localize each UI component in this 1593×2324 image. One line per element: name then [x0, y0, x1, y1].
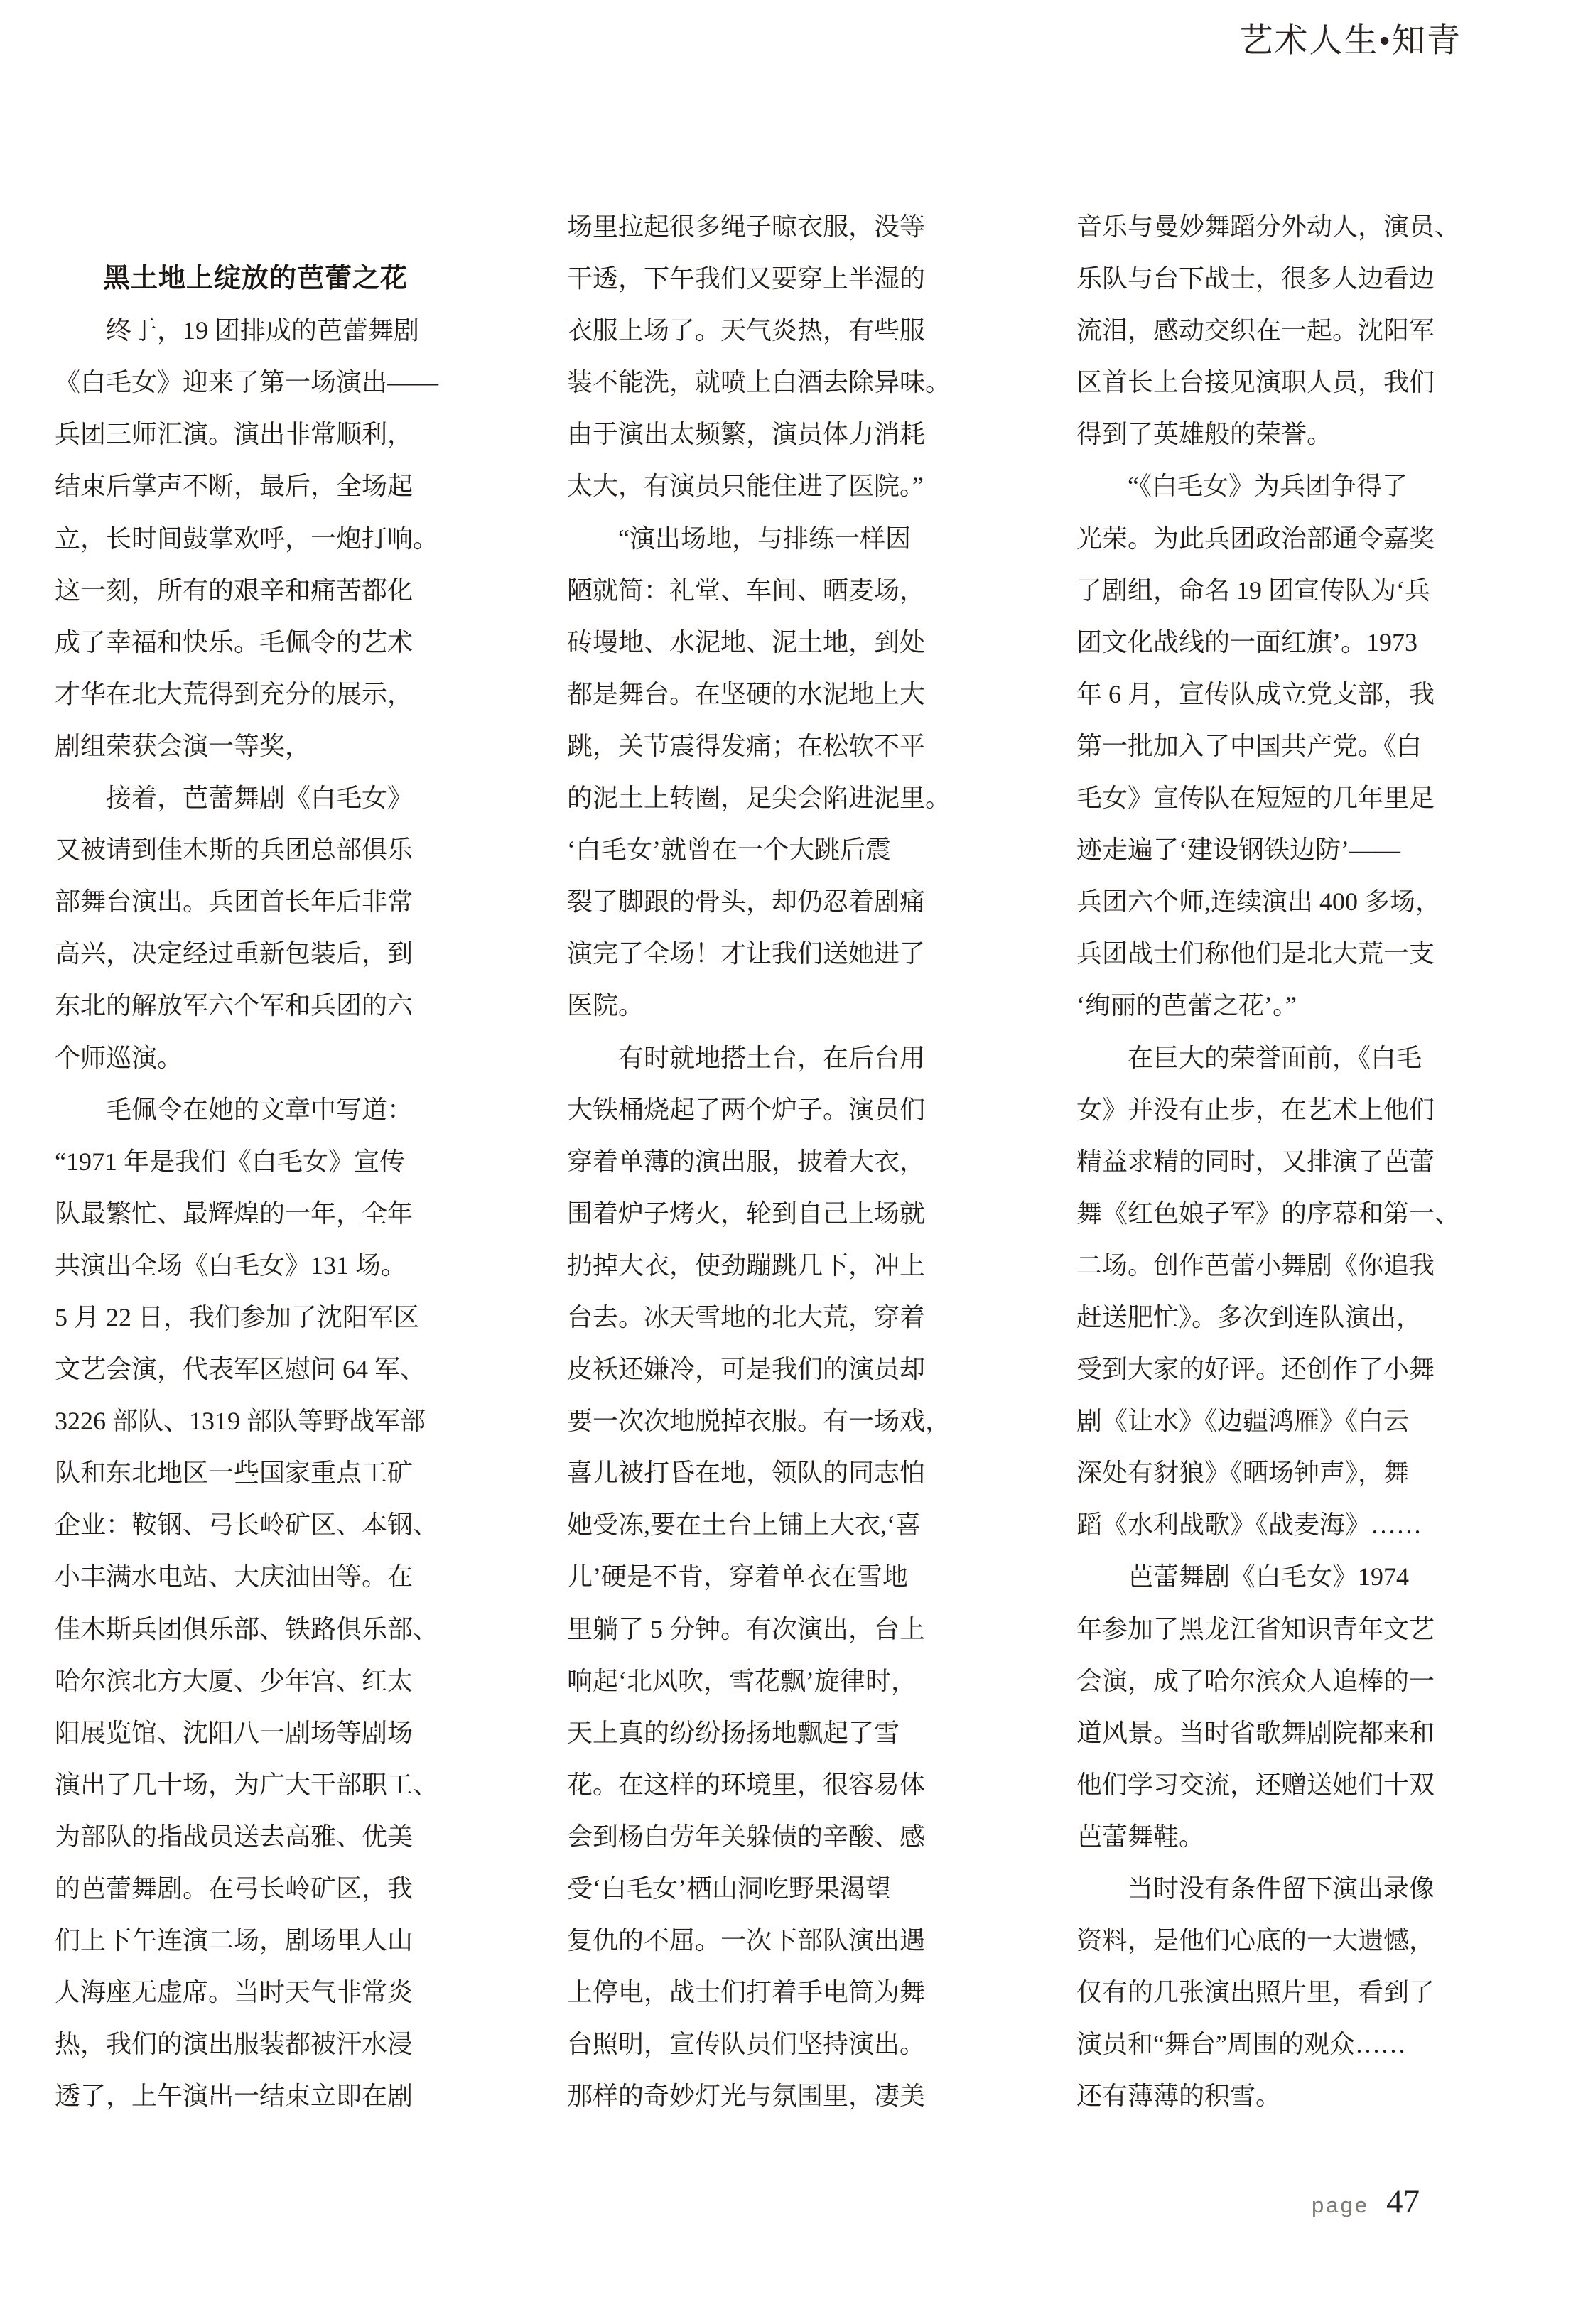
- text-line: “1971 年是我们《白毛女》宣传: [55, 1147, 405, 1176]
- text-line: 年 6 月，宣传队成立党支部，我: [1076, 679, 1435, 708]
- text-line: 道风景。当时省歌舞剧院都来和: [1076, 1718, 1435, 1747]
- text-line: 要一次次地脱掉衣服。有一场戏，: [567, 1407, 951, 1436]
- text-line: 受‘白毛女’栖山洞吃野果渴望: [567, 1874, 891, 1903]
- text-line: 场里拉起很多绳子晾衣服，没等: [567, 212, 926, 241]
- text-line: 3226 部队、1319 部队等野战军部: [55, 1407, 426, 1436]
- text-line: 流泪，感动交织在一起。沈阳军: [1076, 316, 1435, 345]
- text-line: 还有薄薄的积雪。: [1076, 2082, 1282, 2111]
- text-line: 剧《让水》《边疆鸿雁》《白云: [1076, 1407, 1410, 1436]
- column-2-lines: [567, 201, 968, 2122]
- text-line: 音乐与曼妙舞蹈分外动人，演员、: [1076, 212, 1461, 241]
- text-line: 兵团六个师,连续演出 400 多场，: [1076, 887, 1442, 917]
- text-line: 团文化战线的一面红旗’。1973: [1076, 627, 1418, 656]
- text-line: 太大，有演员只能住进了医院。”: [567, 472, 924, 501]
- text-line: 复仇的不屈。一次下部队演出遇: [567, 1926, 926, 1955]
- text-line: 透了，上午演出一结束立即在剧: [55, 2082, 414, 2111]
- text-line: 那样的奇妙灯光与氛围里，凄美: [567, 2082, 926, 2111]
- text-line: 资料，是他们心底的一大遗憾，: [1076, 1926, 1435, 1955]
- text-line: 里躺了 5 分钟。有次演出，台上: [567, 1614, 926, 1643]
- text-line: 上停电，战士们打着手电筒为舞: [567, 1978, 926, 2007]
- text-line: 了剧组，命名 19 团宣传队为‘兵: [1076, 575, 1430, 605]
- text-line: 会演，成了哈尔滨众人追棒的一: [1076, 1666, 1435, 1695]
- text-line: 演员和“舞台”周围的观众……: [1076, 2030, 1406, 2059]
- text-line: 兵团战士们称他们是北大荒一支: [1076, 939, 1435, 968]
- text-column-1: [55, 201, 456, 2122]
- text-line: 队和东北地区一些国家重点工矿: [55, 1459, 414, 1488]
- column-1-lines: [55, 305, 456, 2122]
- text-line: 会到杨白劳年关躲债的辛酸、感: [567, 1822, 926, 1851]
- text-line: ‘白毛女’就曾在一个大跳后震: [567, 836, 891, 865]
- text-line: 阳展览馆、沈阳八一剧场等剧场: [55, 1718, 414, 1747]
- text-line: 装不能洗，就喷上白酒去除异味。: [567, 368, 951, 397]
- text-line: 女》并没有止步，在艺术上他们: [1076, 1095, 1435, 1124]
- text-line: 企业：鞍钢、弓长岭矿区、本钢、: [55, 1510, 439, 1540]
- text-line: 扔掉大衣，使劲蹦跳几下，冲上: [567, 1250, 926, 1280]
- text-line: 共演出全场《白毛女》131 场。: [55, 1250, 407, 1280]
- text-line: 终于，19 团排成的芭蕾舞剧: [55, 316, 420, 345]
- text-line: 为部队的指战员送去高雅、优美: [55, 1822, 414, 1851]
- text-line: 年参加了黑龙江省知识青年文艺: [1076, 1614, 1435, 1643]
- text-line: 小丰满水电站、大庆油田等。在: [55, 1562, 414, 1591]
- text-line: 当时没有条件留下演出录像: [1076, 1874, 1435, 1903]
- text-line: 才华在北大荒得到充分的展示，: [55, 679, 414, 708]
- text-line: 毛佩令在她的文章中写道：: [55, 1095, 414, 1124]
- text-line: 乐队与台下战士，很多人边看边: [1076, 264, 1435, 293]
- text-line: 光荣。为此兵团政治部通令嘉奖: [1076, 524, 1435, 553]
- text-line: 的芭蕾舞剧。在弓长岭矿区，我: [55, 1874, 414, 1903]
- page-number: 47: [1386, 2183, 1420, 2220]
- text-line: 皮袄还嫌冷，可是我们的演员却: [567, 1355, 926, 1384]
- text-line: 有时就地搭土台，在后台用: [567, 1043, 926, 1072]
- text-line: 佳木斯兵团俱乐部、铁路俱乐部、: [55, 1614, 439, 1643]
- text-line: 高兴，决定经过重新包装后，到: [55, 939, 414, 968]
- text-line: 们上下午连演二场，剧场里人山: [55, 1926, 414, 1955]
- text-column-3: [1076, 201, 1478, 2122]
- text-line: 都是舞台。在坚硬的水泥地上大: [567, 679, 926, 708]
- text-line: 芭蕾舞剧《白毛女》1974: [1076, 1562, 1410, 1591]
- page-footer: [1312, 2183, 1420, 2221]
- text-line: 兵团三师汇演。演出非常顺利，: [55, 420, 414, 449]
- text-line: 她受冻,要在土台上铺上大衣,‘喜: [567, 1510, 921, 1540]
- text-line: 的泥土上转圈，足尖会陷进泥里。: [567, 784, 951, 813]
- page-label: page: [1312, 2193, 1369, 2217]
- text-line: 围着炉子烤火，轮到自己上场就: [567, 1199, 926, 1228]
- text-line: 热，我们的演出服装都被汗水浸: [55, 2030, 414, 2059]
- text-line: “《白毛女》为兵团争得了: [1076, 472, 1408, 501]
- text-line: 剧组荣获会演一等奖，: [55, 731, 311, 760]
- text-line: 穿着单薄的演出服，披着大衣，: [567, 1147, 926, 1176]
- text-line: 由于演出太频繁，演员体力消耗: [567, 420, 926, 449]
- text-line: 《白毛女》迎来了第一场演出——: [55, 368, 439, 397]
- text-line: 喜儿被打昏在地，领队的同志怕: [567, 1459, 926, 1488]
- text-line: 个师巡演。: [55, 1043, 183, 1072]
- text-line: 毛女》宣传队在短短的几年里足: [1076, 784, 1435, 813]
- text-line: 结束后掌声不断，最后，全场起: [55, 472, 414, 501]
- page-header-title: 艺术人生•知青: [1239, 23, 1462, 60]
- text-line: 第一批加入了中国共产党。《白: [1076, 731, 1422, 760]
- text-line: 区首长上台接见演职人员，我们: [1076, 368, 1435, 397]
- text-line: 舞《红色娘子军》的序幕和第一、: [1076, 1199, 1461, 1228]
- section-heading: 黑土地上绽放的芭蕾之花: [102, 264, 408, 294]
- text-line: ‘绚丽的芭蕾之花’。”: [1076, 991, 1297, 1020]
- text-line: 砖墁地、水泥地、泥土地，到处: [567, 627, 926, 656]
- text-line: 哈尔滨北方大厦、少年宫、红太: [55, 1666, 414, 1695]
- text-line: 台去。冰天雪地的北大荒，穿着: [567, 1302, 926, 1331]
- text-line: 儿’硬是不肯，穿着单衣在雪地: [567, 1562, 908, 1591]
- text-line: 演出了几十场，为广大干部职工、: [55, 1770, 439, 1799]
- text-line: 5 月 22 日，我们参加了沈阳军区: [55, 1302, 420, 1331]
- text-line: 深处有豺狼》《晒场钟声》，舞: [1076, 1459, 1410, 1488]
- text-line: 立，长时间鼓掌欢呼，一炮打响。: [55, 524, 439, 553]
- text-line: 干透，下午我们又要穿上半湿的: [567, 264, 926, 293]
- text-line: 接着，芭蕾舞剧《白毛女》: [55, 784, 414, 813]
- text-line: 受到大家的好评。还创作了小舞: [1076, 1355, 1435, 1384]
- text-line: 队最繁忙、最辉煌的一年，全年: [55, 1199, 414, 1228]
- text-line: 演完了全场！才让我们送她进了: [567, 939, 926, 968]
- text-line: 响起‘北风吹，雪花飘’旋律时，: [567, 1666, 917, 1695]
- text-line: 得到了英雄般的荣誉。: [1076, 420, 1333, 449]
- text-line: 陋就简：礼堂、车间、晒麦场，: [567, 575, 926, 605]
- text-line: 文艺会演，代表军区慰问 64 军、: [55, 1355, 426, 1384]
- text-line: 芭蕾舞鞋。: [1076, 1822, 1205, 1851]
- text-line: 成了幸福和快乐。毛佩令的艺术: [55, 627, 414, 656]
- text-line: 他们学习交流，还赠送她们十双: [1076, 1770, 1435, 1799]
- text-line: 精益求精的同时，又排演了芭蕾: [1076, 1147, 1435, 1176]
- text-line: 又被请到佳木斯的兵团总部俱乐: [55, 836, 414, 865]
- text-column-2: [567, 201, 968, 2122]
- text-line: “演出场地，与排练一样因: [567, 524, 911, 553]
- text-line: 这一刻，所有的艰辛和痛苦都化: [55, 575, 414, 605]
- text-line: 衣服上场了。天气炎热，有些服: [567, 316, 926, 345]
- text-line: 迹走遍了‘建设钢铁边防’——: [1076, 836, 1400, 865]
- text-line: 花。在这样的环境里，很容易体: [567, 1770, 926, 1799]
- text-line: 蹈《水利战歌》《战麦海》……: [1076, 1510, 1422, 1540]
- text-line: 大铁桶烧起了两个炉子。演员们: [567, 1095, 926, 1124]
- column-3-lines: [1076, 201, 1478, 2122]
- text-line: 裂了脚跟的骨头，却仍忍着剧痛: [567, 887, 926, 917]
- text-line: 人海座无虚席。当时天气非常炎: [55, 1978, 414, 2007]
- text-line: 在巨大的荣誉面前，《白毛: [1076, 1043, 1422, 1072]
- text-line: 赶送肥忙》。多次到连队演出，: [1076, 1302, 1422, 1331]
- text-line: 天上真的纷纷扬扬地飘起了雪: [567, 1718, 900, 1747]
- text-line: 部舞台演出。兵团首长年后非常: [55, 887, 414, 917]
- text-line: 二场。创作芭蕾小舞剧《你追我: [1076, 1250, 1435, 1280]
- text-line: 台照明，宣传队员们坚持演出。: [567, 2030, 926, 2059]
- text-line: 东北的解放军六个军和兵团的六: [55, 991, 414, 1020]
- text-line: 跳，关节震得发痛；在松软不平: [567, 731, 926, 760]
- text-line: 仅有的几张演出照片里，看到了: [1076, 1978, 1435, 2007]
- text-line: 医院。: [567, 991, 644, 1020]
